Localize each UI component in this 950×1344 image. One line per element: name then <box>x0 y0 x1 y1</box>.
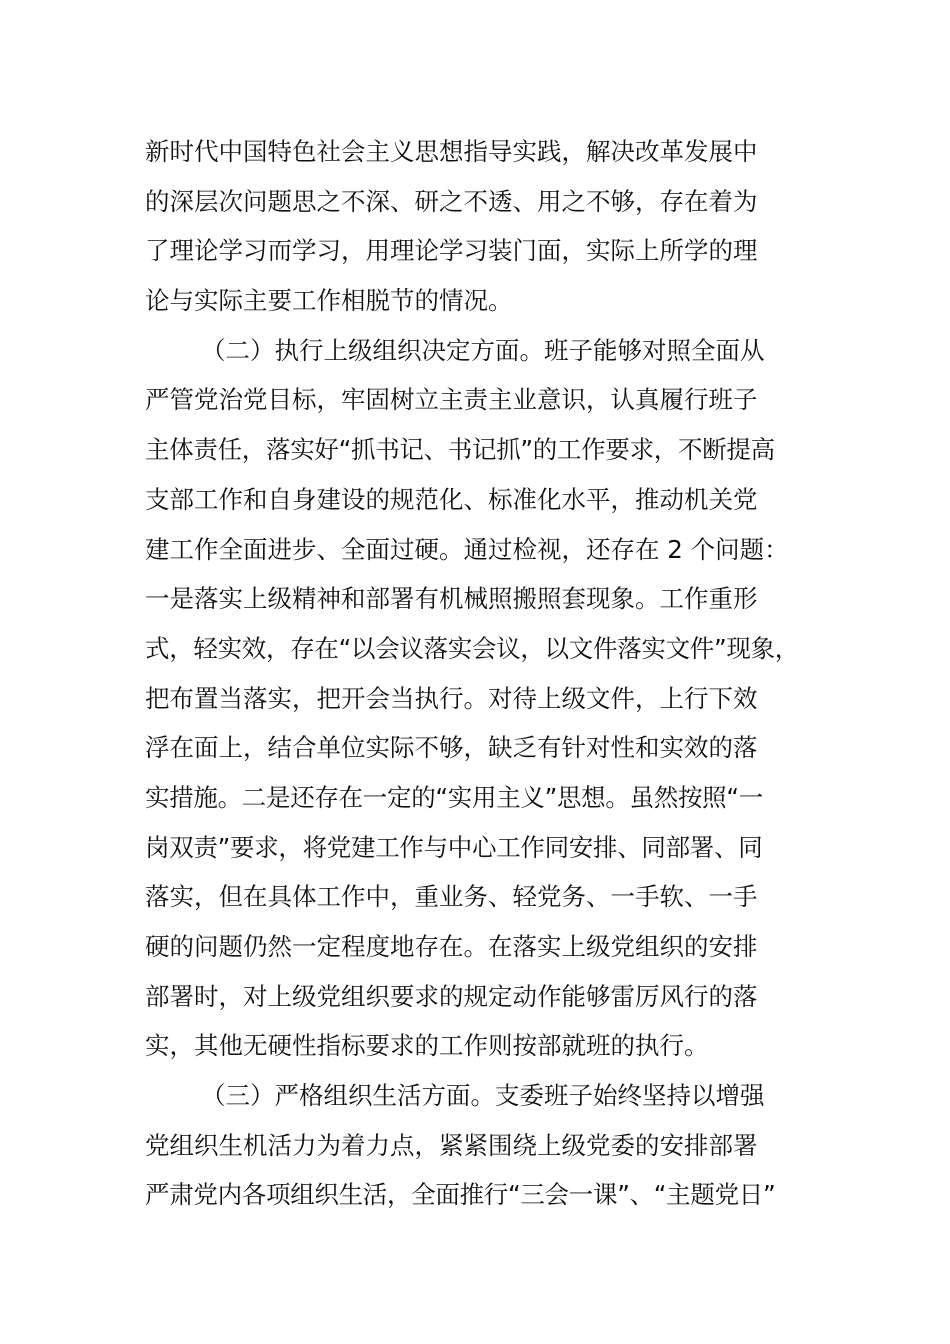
text-line: 把布置当落实，把开会当执行。对待上级文件，上行下效 <box>145 683 758 713</box>
text-line: 主体责任，落实好“抓书记、书记抓”的工作要求，不断提高 <box>145 435 775 465</box>
section-heading-line: （三）严格组织生活方面。支委班子始终坚持以增强 <box>201 1081 765 1111</box>
text-line: 岗双责”要求，将党建工作与中心工作同安排、同部署、同 <box>145 832 763 862</box>
section-heading-line: （二）执行上级组织决定方面。班子能够对照全面从 <box>201 335 765 365</box>
text-line: 支部工作和自身建设的规范化、标准化水平，推动机关党 <box>145 484 758 514</box>
text-line: 严管党治党目标，牢固树立主责主业意识，认真履行班子 <box>145 385 758 415</box>
text-line: 硬的问题仍然一定程度地存在。在落实上级党组织的安排 <box>145 932 758 961</box>
text-line: 建工作全面进步、全面过硬。通过检视，还存在 2 个问题： <box>145 534 789 564</box>
text-line: 部署时，对上级党组织要求的规定动作能够雷厉风行的落 <box>145 981 758 1011</box>
text-line: 的深层次问题思之不深、研之不透、用之不够，存在着为 <box>145 186 758 216</box>
text-line: 一是落实上级精神和部署有机械照搬照套现象。工作重形 <box>145 584 758 614</box>
text-line: 论与实际主要工作相脱节的情况。 <box>145 286 513 316</box>
text-line: 严肃党内各项组织生活，全面推行“三会一课”、“主题党日” <box>145 1180 776 1210</box>
text-line: 式，轻实效，存在“以会议落实会议，以文件落实文件”现象， <box>145 633 799 663</box>
text-line: 实措施。二是还存在一定的“实用主义”思想。虽然按照“一 <box>145 782 763 812</box>
text-line: 党组织生机活力为着力点，紧紧围绕上级党委的安排部署 <box>145 1130 758 1160</box>
text-line: 了理论学习而学习，用理论学习装门面，实际上所学的理 <box>145 236 758 266</box>
text-line: 新时代中国特色社会主义思想指导实践，解决改革发展中 <box>145 137 758 166</box>
text-line: 落实，但在具体工作中，重业务、轻党务、一手软、一手 <box>145 882 758 912</box>
text-line: 实，其他无硬性指标要求的工作则按部就班的执行。 <box>145 1031 709 1061</box>
text-line: 浮在面上，结合单位实际不够，缺乏有针对性和实效的落 <box>145 733 758 763</box>
document-body <box>145 127 810 1220</box>
